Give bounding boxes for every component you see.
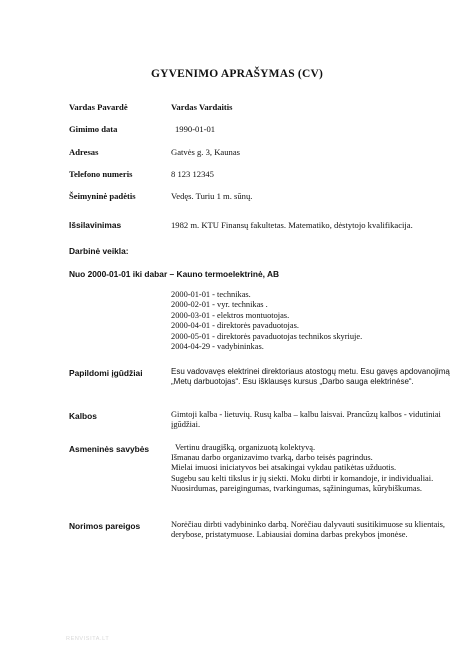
languages-value: Gimtoji kalba - lietuvių. Rusų kalba – kalbu laisvai. Prancūzų kalbos - vidutiniai įgūdžiai. (171, 410, 441, 430)
watermark: RENVISITA.LT (66, 636, 110, 642)
education-label: Išsilavinimas (69, 220, 122, 230)
phone-value: 8 123 12345 (171, 169, 214, 179)
document-title: GYVENIMO APRAŠYMAS (CV) (151, 68, 323, 80)
birthdate-value: 1990-01-01 (175, 124, 216, 134)
address-label: Adresas (69, 147, 99, 157)
phone-label: Telefono numeris (69, 169, 133, 179)
position-item: 2000-03-01 - elektros montuotojas. (171, 310, 290, 320)
positions-list (171, 290, 362, 352)
work-heading: Darbinė veikla: (69, 246, 129, 256)
trait-item: Mielai imuosi iniciatyvos bei atsakingai vykdau patikėtas užduotis. (171, 463, 397, 473)
position-item: 2000-01-01 - technikas. (171, 290, 251, 299)
traits-label: Asmeninės savybės (69, 444, 150, 454)
trait-item: Nuosirdumas, pareigingumas, tvarkingumas, sąžiningumas, kūrybiškumas. (171, 483, 422, 493)
name-value: Vardas Vardaitis (171, 102, 233, 112)
skills-value: Esu vadovavęs elektrinei direktoriaus atostogų metu. Esu gavęs apdovanojimą „Metų darbuotojas“. Esu išklausęs kursus „Darbo sauga elektrinėse“. (171, 367, 450, 387)
education-value: 1982 m. KTU Finansų fakultetas. Matematiko, dėstytojo kvalifikacija. (171, 220, 413, 230)
position-item: 2000-05-01 - direktorės pavaduotojas technikos skyriuje. (171, 331, 363, 341)
traits-list (171, 443, 453, 494)
position-item: 2000-04-01 - direktorės pavaduotojas. (171, 321, 299, 331)
trait-item: Vertinu draugišką, organizuotą kolektyvą. (175, 443, 316, 452)
languages-label: Kalbos (69, 411, 97, 421)
position-item: 2004-04-29 - vadybininkas. (171, 342, 264, 352)
trait-item: Išmanau darbo organizavimo tvarką, darbo teisės pagrindus. (171, 453, 373, 463)
desired-position-value: Norėčiau dirbti vadybininko darbą. Norėčiau dalyvauti susitikimuose su klientais, derybose, pristatymuose. Labiausiai domina darbas prekybos įmonėse. (171, 520, 445, 540)
work-period: Nuo 2000-01-01 iki dabar – Kauno termoelektrinė, AB (69, 269, 280, 279)
position-item: 2000-02-01 - vyr. technikas . (171, 300, 268, 310)
marital-status-value: Vedęs. Turiu 1 m. sūnų. (171, 191, 253, 201)
marital-status-label: Šeimyninė padėtis (69, 191, 136, 201)
address-value: Gatvės g. 3, Kaunas (171, 147, 240, 157)
name-label: Vardas Pavardė (69, 102, 128, 112)
birthdate-label: Gimimo data (69, 124, 118, 134)
desired-position-label: Norimos pareigos (69, 521, 141, 531)
trait-item: Sugebu sau kelti tikslus ir jų siekti. Moku dirbti ir komandoje, ir individualiai. (171, 473, 434, 483)
skills-label: Papildomi įgūdžiai (69, 368, 143, 378)
